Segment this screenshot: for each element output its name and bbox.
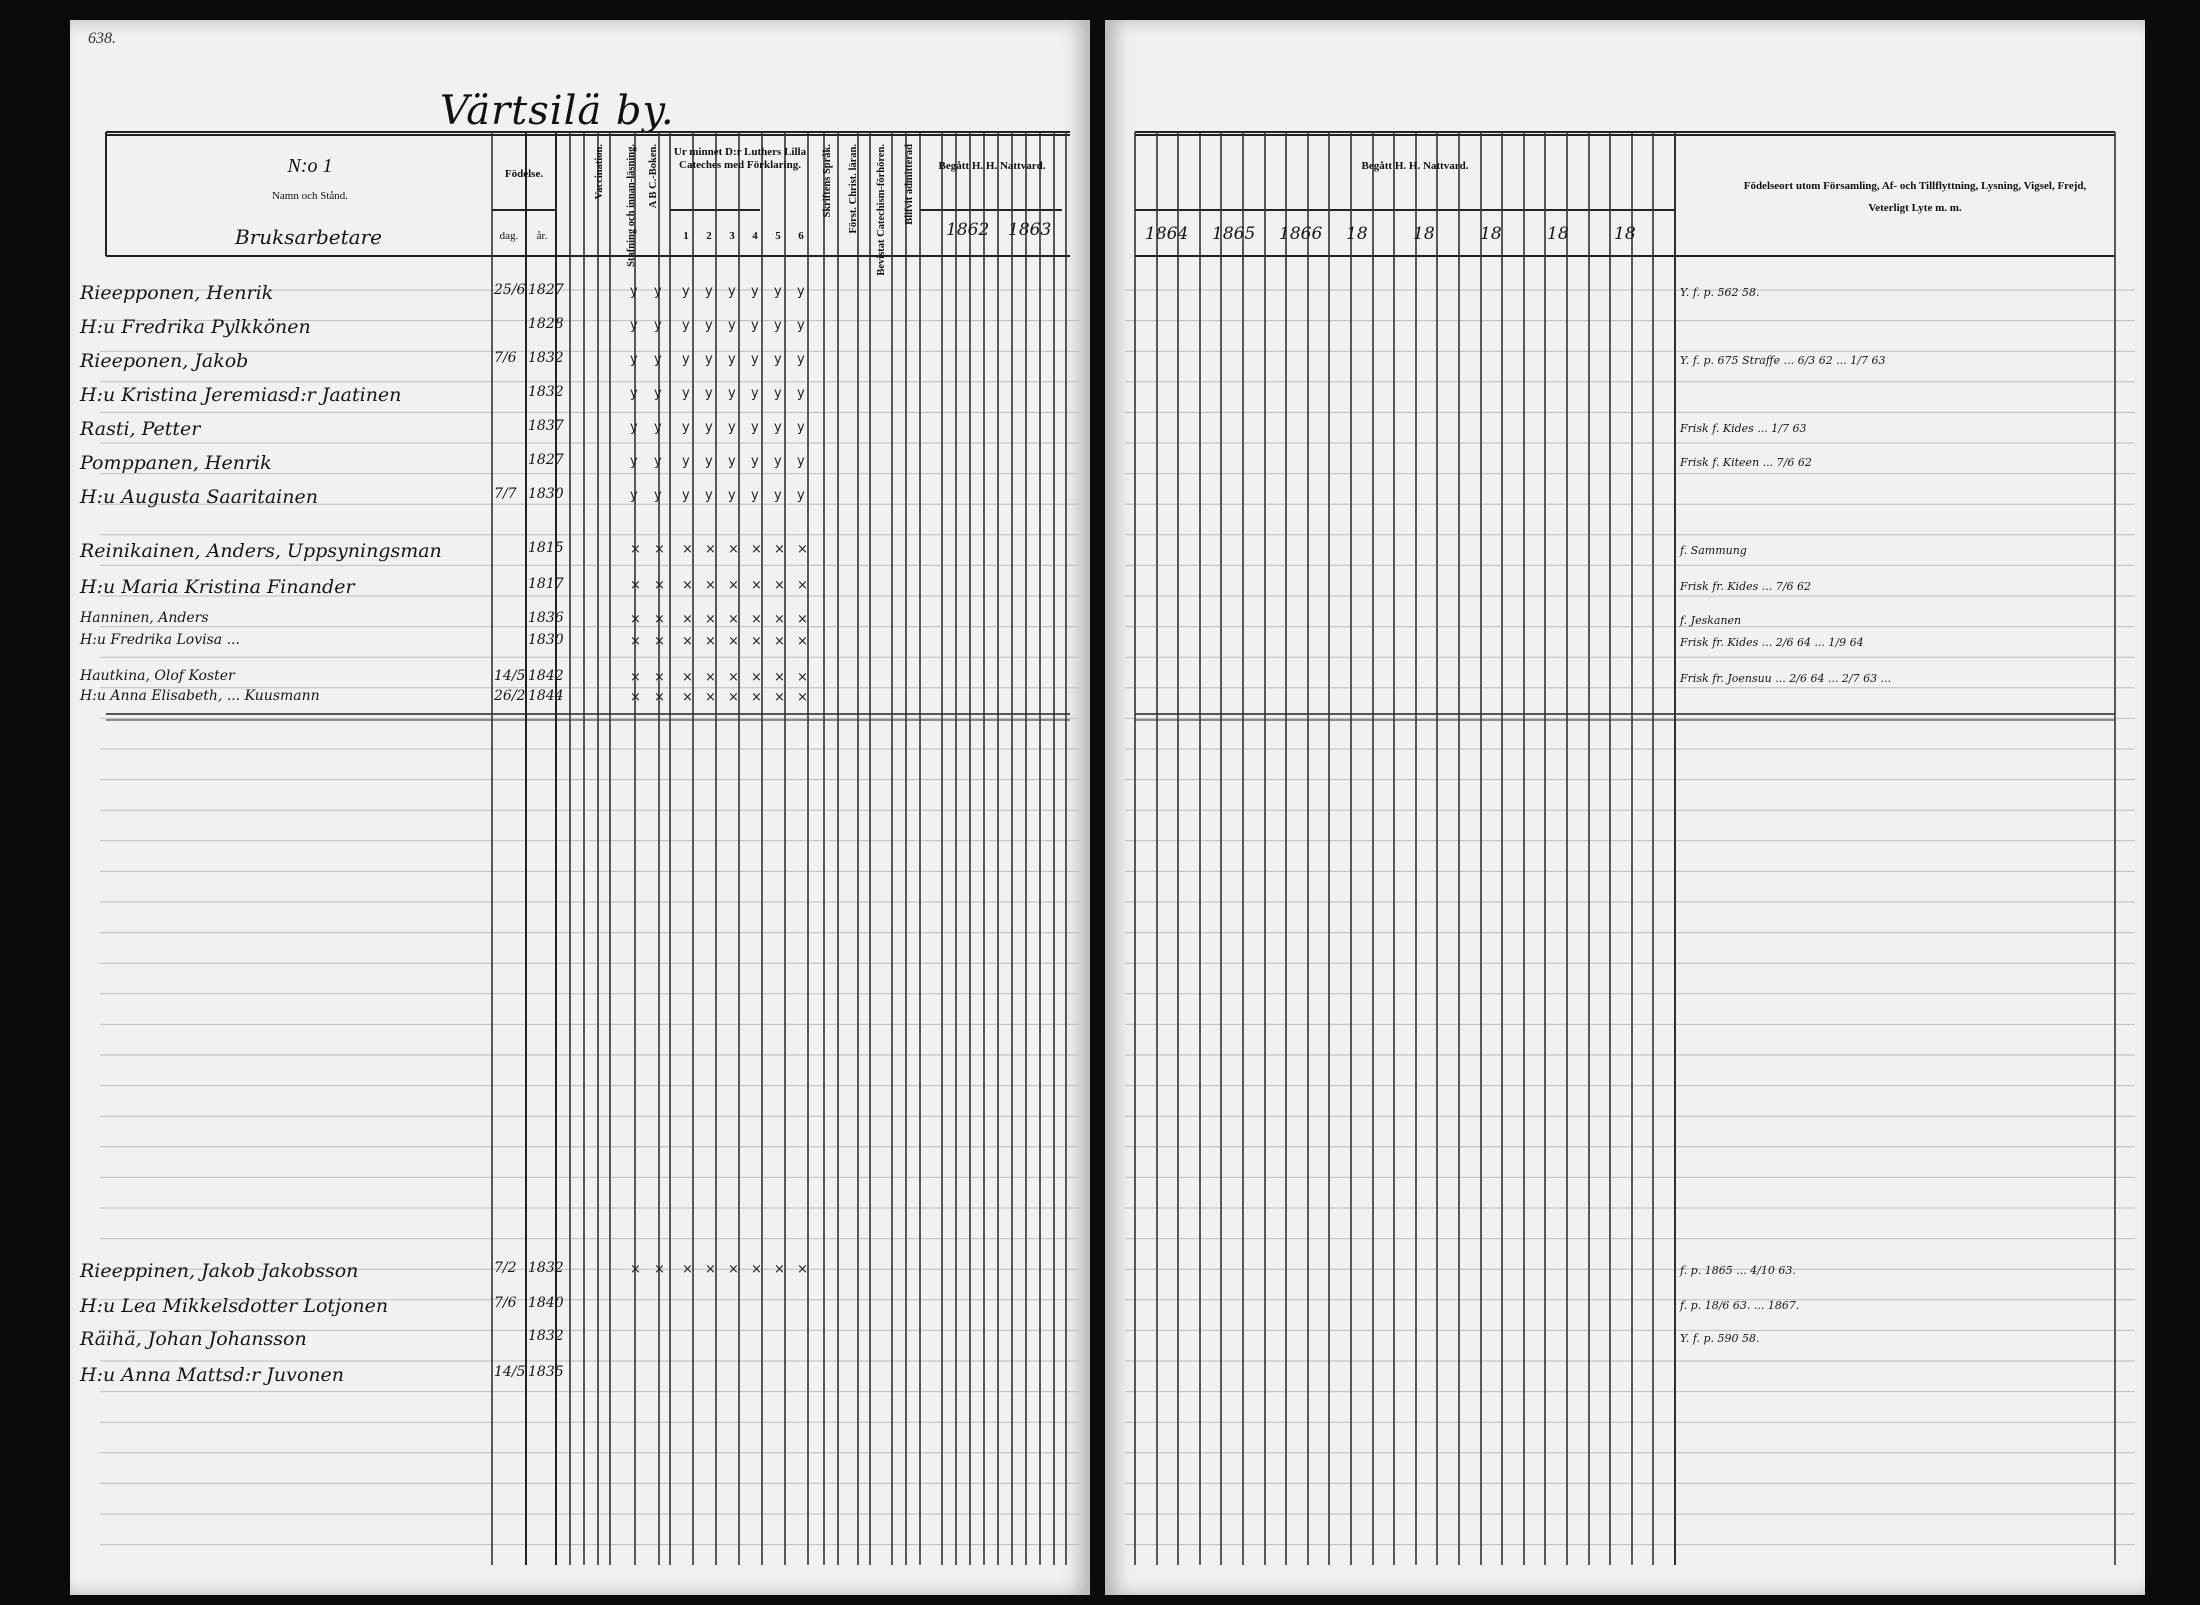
check-mark: y	[682, 318, 690, 333]
check-mark: y	[774, 488, 782, 503]
check-mark: ×	[705, 670, 716, 685]
check-mark: y	[728, 386, 736, 401]
abc-book-header: A B C.-Boken.	[648, 144, 659, 209]
catechism-exam-header: Bevistat Catechism-förhören.	[876, 144, 887, 276]
entry-remark: f. p. 1865 ... 4/10 63.	[1680, 1264, 1796, 1277]
entry-name: Rieeponen, Jakob	[80, 350, 249, 372]
catechism-header: Ur minnet D:r Luthers Lilla Cateches med Förklaring.	[673, 146, 807, 171]
check-mark: y	[654, 386, 662, 401]
entry-birth-year: 1830	[528, 632, 564, 648]
entry-birth-year: 1828	[528, 316, 564, 332]
check-mark: ×	[705, 690, 716, 705]
check-mark: y	[682, 488, 690, 503]
check-mark: ×	[751, 670, 762, 685]
village-title: Värtsilä by.	[440, 88, 675, 134]
right-register-page	[1105, 20, 2145, 1595]
entry-birth-year: 1815	[528, 540, 564, 556]
check-mark: ×	[630, 634, 641, 649]
entry-birth-year: 1835	[528, 1364, 564, 1380]
check-mark: ×	[682, 1262, 693, 1277]
communion-year-header: 18	[1614, 224, 1636, 244]
check-mark: y	[797, 488, 805, 503]
check-mark: y	[797, 386, 805, 401]
check-mark: y	[682, 284, 690, 299]
check-mark: y	[654, 488, 662, 503]
entry-birth-day: 14/5	[494, 1364, 526, 1380]
check-mark: ×	[751, 634, 762, 649]
catechism-col-5: 5	[775, 230, 781, 242]
check-mark: y	[728, 488, 736, 503]
check-mark: ×	[682, 690, 693, 705]
entry-name: Reinikainen, Anders, Uppsyningsman	[80, 540, 442, 562]
communion-year-header: 18	[1547, 224, 1569, 244]
entry-remark: Frisk fr. Joensuu ... 2/6 64 ... 2/7 63 ...	[1680, 672, 1892, 685]
entry-name: H:u Fredrika Lovisa ...	[80, 632, 240, 648]
birth-day-header: dag.	[499, 230, 519, 242]
check-mark: ×	[797, 612, 808, 627]
communion-year-header: 18	[1346, 224, 1368, 244]
entry-birth-year: 1827	[528, 282, 564, 298]
christian-doctrine-header: Först. Christ. läran.	[848, 144, 859, 234]
entry-remark: f. p. 18/6 63. ... 1867.	[1680, 1299, 1800, 1312]
page-number: 638.	[88, 30, 116, 47]
entry-birth-year: 1832	[528, 384, 564, 400]
entry-name: Rieepponen, Henrik	[80, 282, 274, 304]
entry-birth-year: 1844	[528, 688, 564, 704]
check-mark: y	[728, 284, 736, 299]
check-mark: ×	[654, 542, 665, 557]
entry-birth-day: 7/6	[494, 350, 517, 366]
entry-name: H:u Lea Mikkelsdotter Lotjonen	[80, 1295, 389, 1317]
reading-header: Stafning och innan-läsning.	[626, 144, 637, 267]
entry-name: H:u Maria Kristina Finander	[80, 576, 355, 598]
entry-remark: Frisk f. Kiteen ... 7/6 62	[1680, 456, 1812, 469]
admitted-header: Blifvit admitterad	[904, 144, 915, 225]
scripture-header: Skriftens Språk.	[822, 144, 833, 218]
entry-remark: f. Jeskanen	[1680, 614, 1742, 627]
entry-name: Rieeppinen, Jakob Jakobsson	[80, 1260, 359, 1282]
check-mark: y	[751, 284, 759, 299]
check-mark: ×	[705, 578, 716, 593]
check-mark: ×	[654, 634, 665, 649]
entry-remark: Y. f. p. 590 58.	[1680, 1332, 1760, 1345]
check-mark: ×	[682, 542, 693, 557]
check-mark: y	[654, 420, 662, 435]
entry-birth-year: 1832	[528, 1328, 564, 1344]
check-mark: y	[751, 454, 759, 469]
check-mark: ×	[751, 1262, 762, 1277]
check-mark: y	[682, 420, 690, 435]
entry-name: H:u Anna Elisabeth, ... Kuusmann	[80, 688, 320, 704]
vaccination-header: Vaccination.	[594, 144, 605, 200]
name-header: Namn och Stånd.	[271, 190, 349, 202]
check-mark: y	[751, 386, 759, 401]
check-mark: ×	[630, 612, 641, 627]
entry-name: Hanninen, Anders	[80, 610, 209, 626]
entry-name: Hautkina, Olof Koster	[80, 668, 235, 684]
check-mark: y	[705, 386, 713, 401]
check-mark: ×	[797, 670, 808, 685]
check-mark: y	[705, 318, 713, 333]
check-mark: ×	[630, 542, 641, 557]
check-mark: ×	[751, 690, 762, 705]
check-mark: ×	[774, 670, 785, 685]
entry-birth-year: 1832	[528, 350, 564, 366]
entry-birth-year: 1817	[528, 576, 564, 592]
check-mark: ×	[705, 634, 716, 649]
check-mark: ×	[654, 670, 665, 685]
check-mark: ×	[728, 634, 739, 649]
check-mark: y	[630, 454, 638, 469]
check-mark: y	[654, 318, 662, 333]
check-mark: ×	[682, 612, 693, 627]
check-mark: y	[797, 420, 805, 435]
check-mark: y	[682, 386, 690, 401]
check-mark: y	[797, 284, 805, 299]
entry-remark: Y. f. p. 675 Straffe ... 6/3 62 ... 1/7 63	[1680, 354, 1886, 367]
year-1862-header: 1862	[946, 220, 990, 240]
check-mark: y	[774, 454, 782, 469]
entry-birth-day: 14/5	[494, 668, 526, 684]
entry-remark: Frisk fr. Kides ... 2/6 64 ... 1/9 64	[1680, 636, 1864, 649]
check-mark: y	[728, 318, 736, 333]
entry-name: H:u Fredrika Pylkkönen	[80, 316, 311, 338]
entry-name: Räihä, Johan Johansson	[80, 1328, 307, 1350]
check-mark: y	[751, 352, 759, 367]
check-mark: y	[728, 454, 736, 469]
check-mark: ×	[774, 1262, 785, 1277]
check-mark: ×	[774, 542, 785, 557]
check-mark: y	[774, 420, 782, 435]
no-header: N:o 1	[287, 155, 333, 177]
check-mark: y	[751, 488, 759, 503]
entry-name: H:u Kristina Jeremiasd:r Jaatinen	[80, 384, 402, 406]
check-mark: y	[797, 352, 805, 367]
check-mark: ×	[705, 612, 716, 627]
check-mark: y	[705, 454, 713, 469]
check-mark: y	[682, 454, 690, 469]
check-mark: ×	[751, 612, 762, 627]
entry-name: Pomppanen, Henrik	[80, 452, 272, 474]
check-mark: y	[774, 284, 782, 299]
check-mark: ×	[654, 690, 665, 705]
entry-birth-day: 26/2	[494, 688, 526, 704]
entry-remark: Frisk fr. Kides ... 7/6 62	[1680, 580, 1811, 593]
birth-header: Födelse.	[504, 168, 544, 180]
check-mark: ×	[774, 634, 785, 649]
check-mark: ×	[797, 634, 808, 649]
check-mark: ×	[630, 1262, 641, 1277]
entry-birth-day: 7/2	[494, 1260, 517, 1276]
check-mark: y	[654, 352, 662, 367]
left-register-page	[70, 20, 1090, 1595]
entry-name: H:u Anna Mattsd:r Juvonen	[80, 1364, 345, 1386]
check-mark: ×	[682, 634, 693, 649]
communion-header-right: Begått H. H. Nattvard.	[1361, 160, 1469, 172]
check-mark: y	[705, 352, 713, 367]
check-mark: ×	[728, 690, 739, 705]
check-mark: y	[654, 454, 662, 469]
check-mark: ×	[751, 542, 762, 557]
check-mark: ×	[705, 1262, 716, 1277]
check-mark: y	[774, 318, 782, 333]
check-mark: y	[630, 488, 638, 503]
check-mark: ×	[654, 1262, 665, 1277]
communion-year-header: 18	[1413, 224, 1435, 244]
check-mark: ×	[797, 542, 808, 557]
check-mark: y	[728, 352, 736, 367]
check-mark: ×	[654, 612, 665, 627]
entry-birth-year: 1842	[528, 668, 564, 684]
entry-birth-year: 1832	[528, 1260, 564, 1276]
catechism-col-6: 6	[798, 230, 804, 242]
check-mark: ×	[682, 578, 693, 593]
catechism-col-1: 1	[683, 230, 689, 242]
entry-remark: Y. f. p. 562 58.	[1680, 286, 1760, 299]
check-mark: ×	[774, 612, 785, 627]
check-mark: y	[705, 420, 713, 435]
category-label: Bruksarbetare	[235, 225, 383, 249]
check-mark: y	[654, 284, 662, 299]
entry-birth-day: 7/6	[494, 1295, 517, 1311]
check-mark: ×	[630, 670, 641, 685]
entry-name: Rasti, Petter	[80, 418, 201, 440]
check-mark: ×	[728, 612, 739, 627]
check-mark: ×	[774, 578, 785, 593]
communion-year-header: 18	[1480, 224, 1502, 244]
entry-birth-year: 1830	[528, 486, 564, 502]
check-mark: y	[705, 488, 713, 503]
check-mark: y	[630, 386, 638, 401]
check-mark: ×	[797, 578, 808, 593]
entry-remark: Frisk f. Kides ... 1/7 63	[1680, 422, 1807, 435]
entry-birth-day: 7/7	[494, 486, 517, 502]
check-mark: ×	[751, 578, 762, 593]
entry-birth-day: 25/6	[494, 282, 526, 298]
check-mark: ×	[797, 690, 808, 705]
check-mark: ×	[728, 1262, 739, 1277]
check-mark: y	[630, 284, 638, 299]
left-page-ruling	[70, 20, 1090, 1595]
check-mark: y	[630, 420, 638, 435]
catechism-col-4: 4	[752, 230, 758, 242]
remarks-header: Födelseort utom Församling, Af- och Tillflyttning, Lysning, Vigsel, Frejd, Veterligt Lyte m. m.	[1743, 180, 2087, 214]
check-mark: y	[682, 352, 690, 367]
check-mark: y	[630, 352, 638, 367]
check-mark: ×	[728, 670, 739, 685]
check-mark: y	[630, 318, 638, 333]
check-mark: y	[774, 352, 782, 367]
catechism-col-2: 2	[706, 230, 712, 242]
check-mark: ×	[728, 578, 739, 593]
entry-name: H:u Augusta Saaritainen	[80, 486, 318, 508]
check-mark: y	[774, 386, 782, 401]
entry-birth-year: 1837	[528, 418, 564, 434]
entry-birth-year: 1827	[528, 452, 564, 468]
check-mark: y	[705, 284, 713, 299]
check-mark: y	[797, 318, 805, 333]
communion-year-header: 1865	[1212, 224, 1256, 244]
check-mark: y	[751, 318, 759, 333]
communion-header-left: Begått H. H. Nattvard.	[938, 160, 1046, 172]
check-mark: y	[797, 454, 805, 469]
check-mark: ×	[630, 578, 641, 593]
check-mark: ×	[705, 542, 716, 557]
check-mark: y	[728, 420, 736, 435]
check-mark: ×	[682, 670, 693, 685]
entry-remark: f. Sammung	[1680, 544, 1747, 557]
communion-year-header: 1864	[1145, 224, 1189, 244]
birth-year-header: år.	[536, 230, 548, 242]
check-mark: ×	[728, 542, 739, 557]
right-page-ruling	[1105, 20, 2145, 1595]
catechism-col-3: 3	[729, 230, 735, 242]
entry-birth-year: 1836	[528, 610, 564, 626]
check-mark: ×	[630, 690, 641, 705]
check-mark: ×	[774, 690, 785, 705]
communion-year-header: 1866	[1279, 224, 1323, 244]
year-1863-header: 1863	[1008, 220, 1052, 240]
check-mark: y	[751, 420, 759, 435]
entry-birth-year: 1840	[528, 1295, 564, 1311]
check-mark: ×	[654, 578, 665, 593]
check-mark: ×	[797, 1262, 808, 1277]
